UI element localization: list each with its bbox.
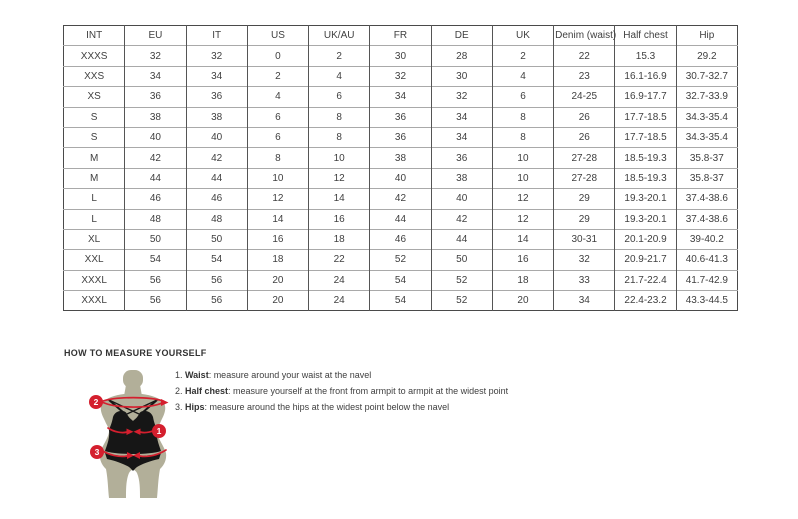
size-table-cell: XXXS — [64, 46, 125, 66]
size-table-cell: 34 — [186, 66, 247, 86]
measure-heading: HOW TO MEASURE YOURSELF — [64, 348, 207, 358]
size-table-cell: S — [64, 107, 125, 127]
marker-3 — [90, 445, 104, 459]
size-table-cell: 22 — [554, 46, 615, 66]
size-table-row — [64, 148, 738, 168]
size-table-row — [64, 209, 738, 229]
size-table-cell: 42 — [370, 189, 431, 209]
size-table-row — [64, 270, 738, 290]
size-table-cell: 44 — [186, 168, 247, 188]
size-table-cell: M — [64, 168, 125, 188]
size-table-row — [64, 66, 738, 86]
size-table-cell: 34 — [431, 107, 492, 127]
svg-text:3: 3 — [94, 447, 100, 458]
size-table-cell: 22.4-23.2 — [615, 291, 676, 311]
size-table-cell: 20 — [247, 291, 308, 311]
size-table-cell: 8 — [492, 127, 553, 147]
size-table-cell: 12 — [309, 168, 370, 188]
size-table-cell: 20 — [247, 270, 308, 290]
column-header: UK — [492, 26, 553, 46]
mannequin-illustration — [82, 368, 177, 503]
size-table-cell: 22 — [309, 250, 370, 270]
size-table-row — [64, 189, 738, 209]
size-table-cell: 2 — [247, 66, 308, 86]
size-table-header-row — [64, 26, 738, 46]
size-table-cell: 2 — [492, 46, 553, 66]
size-table-row — [64, 168, 738, 188]
size-table-cell: 6 — [492, 87, 553, 107]
size-table-cell: 36 — [186, 87, 247, 107]
size-table-cell: XXS — [64, 66, 125, 86]
size-table-cell: 18 — [247, 250, 308, 270]
size-table-cell: 40 — [370, 168, 431, 188]
size-table-cell: XL — [64, 229, 125, 249]
size-table-cell: 32 — [125, 46, 186, 66]
step-label: Waist — [185, 370, 209, 380]
step-number: 3. — [175, 402, 186, 412]
size-table-cell: 48 — [186, 209, 247, 229]
size-table-cell: 6 — [309, 87, 370, 107]
size-table-row — [64, 46, 738, 66]
size-table-cell: 14 — [492, 229, 553, 249]
size-table-cell: 6 — [247, 107, 308, 127]
size-table-cell: 50 — [186, 229, 247, 249]
size-table-cell: 38 — [125, 107, 186, 127]
size-table-cell: M — [64, 148, 125, 168]
size-table-row — [64, 107, 738, 127]
size-table-cell: XS — [64, 87, 125, 107]
size-table-cell: 40.6-41.3 — [676, 250, 737, 270]
size-table-cell: 32 — [431, 87, 492, 107]
size-table-cell: 46 — [186, 189, 247, 209]
column-header: INT — [86, 30, 103, 42]
size-table-cell: XXXL — [64, 270, 125, 290]
size-table-cell: 8 — [247, 148, 308, 168]
size-table-cell: 18.5-19.3 — [615, 168, 676, 188]
size-table-cell: 10 — [247, 168, 308, 188]
size-table-cell: 2 — [309, 46, 370, 66]
size-table-cell: 52 — [431, 291, 492, 311]
size-table-cell: 54 — [370, 270, 431, 290]
size-table-cell: 54 — [370, 291, 431, 311]
svg-text:1: 1 — [156, 426, 162, 437]
size-table-cell: 4 — [247, 87, 308, 107]
size-table-cell: 50 — [125, 229, 186, 249]
size-table-cell: 18 — [492, 270, 553, 290]
size-table-cell: 50 — [431, 250, 492, 270]
step-label: Hips — [185, 402, 205, 412]
size-table-cell: 24 — [309, 291, 370, 311]
column-header: Half chest — [615, 26, 676, 46]
size-table-cell: 32 — [370, 66, 431, 86]
size-table-cell: XXXL — [64, 291, 125, 311]
size-table-cell: 42 — [125, 148, 186, 168]
measure-step-half-chest — [175, 385, 508, 401]
size-table-cell: 32.7-33.9 — [676, 87, 737, 107]
size-table-cell: 19.3-20.1 — [615, 209, 676, 229]
size-table-cell: L — [64, 209, 125, 229]
size-table-cell: 44 — [125, 168, 186, 188]
size-table-cell: 4 — [492, 66, 553, 86]
size-table-cell: 4 — [309, 66, 370, 86]
column-header: EU — [125, 26, 186, 46]
size-table-cell: 24-25 — [554, 87, 615, 107]
size-table-cell: 38 — [370, 148, 431, 168]
marker-2 — [89, 395, 103, 409]
size-table-cell: 38 — [431, 168, 492, 188]
size-table-cell: 10 — [492, 148, 553, 168]
size-table-cell: 26 — [554, 127, 615, 147]
column-header: UK/AU — [309, 26, 370, 46]
size-table-cell: 56 — [186, 270, 247, 290]
step-text: : measure around your waist at the navel — [208, 370, 372, 380]
size-table-cell: 52 — [370, 250, 431, 270]
size-table-cell: 37.4-38.6 — [676, 189, 737, 209]
size-table-cell: 35.8-37 — [676, 168, 737, 188]
step-text: : measure yourself at the front from armpit to armpit at the widest point — [228, 386, 509, 396]
size-table-cell: 10 — [309, 148, 370, 168]
size-table-cell: 42 — [431, 209, 492, 229]
size-table-cell: 8 — [492, 107, 553, 127]
size-table-cell: 29 — [554, 189, 615, 209]
size-table-cell: 24 — [309, 270, 370, 290]
size-table-cell: 16.9-17.7 — [615, 87, 676, 107]
size-table-cell: 0 — [247, 46, 308, 66]
column-header: IT — [186, 26, 247, 46]
size-table-cell: 19.3-20.1 — [615, 189, 676, 209]
size-chart-table — [63, 25, 738, 311]
size-table-cell: 8 — [309, 107, 370, 127]
size-table-cell: 14 — [247, 209, 308, 229]
measure-steps — [175, 369, 508, 417]
size-table-cell: 32 — [554, 250, 615, 270]
size-table-cell: 36 — [370, 107, 431, 127]
size-table-cell: 36 — [125, 87, 186, 107]
size-table-cell: 46 — [125, 189, 186, 209]
step-text: : measure around the hips at the widest point below the navel — [204, 402, 450, 412]
size-table-row — [64, 87, 738, 107]
size-table-cell: 56 — [186, 291, 247, 311]
size-table-cell: 16 — [247, 229, 308, 249]
size-table-cell: 32 — [186, 46, 247, 66]
size-table-cell: 8 — [309, 127, 370, 147]
size-table-cell: 34.3-35.4 — [676, 107, 737, 127]
size-table-cell: 38 — [186, 107, 247, 127]
size-table-cell: 36 — [431, 148, 492, 168]
size-table-cell: 56 — [125, 270, 186, 290]
size-table-cell: 34 — [431, 127, 492, 147]
size-table-cell: 12 — [492, 189, 553, 209]
measure-step-hips — [175, 401, 508, 417]
size-table-row — [64, 229, 738, 249]
size-table-cell: 30.7-32.7 — [676, 66, 737, 86]
size-table-cell: 30 — [370, 46, 431, 66]
size-table-cell: 23 — [554, 66, 615, 86]
size-table-cell: 29.2 — [676, 46, 737, 66]
column-header: US — [247, 26, 308, 46]
column-header: FR — [370, 26, 431, 46]
size-table-cell: 10 — [492, 168, 553, 188]
size-table-cell: 40 — [125, 127, 186, 147]
size-table-cell: 15.3 — [615, 46, 676, 66]
step-number: 1. — [175, 370, 186, 380]
size-table-cell: 16 — [309, 209, 370, 229]
size-table-cell: 16.1-16.9 — [615, 66, 676, 86]
size-table-cell: 37.4-38.6 — [676, 209, 737, 229]
size-table-cell: 42 — [186, 148, 247, 168]
column-header: Denim (waist) — [554, 26, 615, 46]
marker-1 — [152, 424, 166, 438]
size-table-cell: 18 — [309, 229, 370, 249]
size-table-cell: 20 — [492, 291, 553, 311]
size-table-cell: 29 — [554, 209, 615, 229]
size-table-cell: 48 — [125, 209, 186, 229]
size-table-cell: 21.7-22.4 — [615, 270, 676, 290]
step-label: Half chest — [185, 386, 229, 396]
measurement-figure — [82, 368, 177, 503]
size-table-cell: 39-40.2 — [676, 229, 737, 249]
size-table-cell: 44 — [370, 209, 431, 229]
size-table-cell: 36 — [370, 127, 431, 147]
size-table-cell: 6 — [247, 127, 308, 147]
size-table-cell: 35.8-37 — [676, 148, 737, 168]
size-table-body — [64, 46, 738, 311]
size-table-cell: 40 — [186, 127, 247, 147]
size-table-cell: 30-31 — [554, 229, 615, 249]
size-table-cell: 20.9-21.7 — [615, 250, 676, 270]
size-table-cell: 17.7-18.5 — [615, 107, 676, 127]
size-table-cell: 26 — [554, 107, 615, 127]
size-table-cell: XXL — [64, 250, 125, 270]
size-table-cell: 52 — [431, 270, 492, 290]
size-table-cell: 28 — [431, 46, 492, 66]
size-table-cell: 41.7-42.9 — [676, 270, 737, 290]
size-table-cell: 27-28 — [554, 168, 615, 188]
size-table-row — [64, 250, 738, 270]
column-header: Hip — [676, 26, 737, 46]
size-table-cell: 34 — [125, 66, 186, 86]
size-table-cell: L — [64, 189, 125, 209]
size-table-cell: 18.5-19.3 — [615, 148, 676, 168]
size-table-row — [64, 127, 738, 147]
size-table-cell: 16 — [492, 250, 553, 270]
measure-step-waist — [175, 369, 508, 385]
size-table-cell: 20.1-20.9 — [615, 229, 676, 249]
size-table-cell: 46 — [370, 229, 431, 249]
size-table-cell: 34.3-35.4 — [676, 127, 737, 147]
size-table-cell: 14 — [309, 189, 370, 209]
size-table-cell: 56 — [125, 291, 186, 311]
step-number: 2. — [175, 386, 186, 396]
size-table-cell: 40 — [431, 189, 492, 209]
svg-text:2: 2 — [93, 397, 99, 408]
size-table-cell: 33 — [554, 270, 615, 290]
size-table-cell: 44 — [431, 229, 492, 249]
size-table-cell: 34 — [554, 291, 615, 311]
size-table-head — [64, 26, 738, 46]
size-table-cell: 54 — [186, 250, 247, 270]
size-table-cell: 30 — [431, 66, 492, 86]
size-table-cell: 12 — [247, 189, 308, 209]
size-table-cell: S — [64, 127, 125, 147]
column-header: DE — [431, 26, 492, 46]
size-table-row — [64, 291, 738, 311]
size-table-cell: 54 — [125, 250, 186, 270]
size-table-cell: 43.3-44.5 — [676, 291, 737, 311]
size-table-cell: 27-28 — [554, 148, 615, 168]
size-table-cell: 12 — [492, 209, 553, 229]
size-table-cell: 34 — [370, 87, 431, 107]
size-table-cell: 17.7-18.5 — [615, 127, 676, 147]
